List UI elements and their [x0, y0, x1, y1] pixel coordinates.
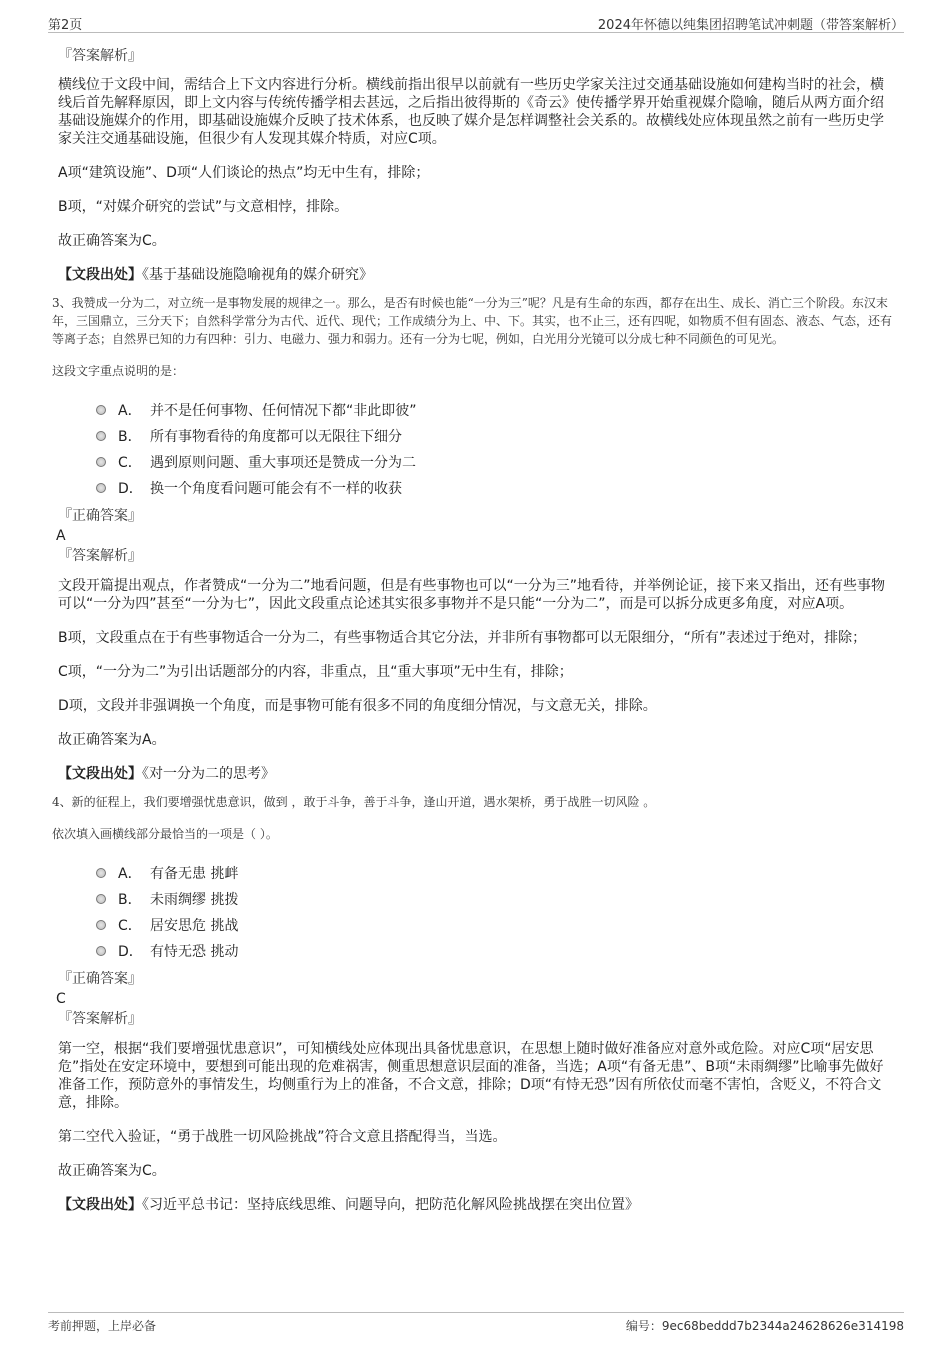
analysis-label: 『答案解析』: [58, 48, 142, 64]
option-letter: C．: [118, 455, 142, 471]
page-footer: [48, 1312, 904, 1333]
option-letter: C．: [118, 918, 142, 934]
option-letter: B．: [118, 429, 142, 445]
option-text: 遇到原则问题、重大事项还是赞成一分为二: [150, 455, 416, 471]
document-title: 2024年怀德以纯集团招聘笔试冲刺题（带答案解析）: [597, 18, 904, 33]
analysis-paragraph: D项，文段并非强调换一个角度，而是事物可能有很多不同的角度细分情况，与文意无关，排除。: [58, 698, 657, 714]
correct-answer-label: 『正确答案』: [58, 971, 142, 987]
source-citation: [58, 1196, 896, 1214]
option-text: 居安思危 挑战: [150, 918, 239, 934]
option-text: 所有事物看待的角度都可以无限往下细分: [150, 429, 402, 445]
option-d[interactable]: [96, 475, 896, 501]
document-id: [626, 1317, 904, 1334]
source-text: 《基于基础设施隐喻视角的媒介研究》: [142, 267, 373, 283]
analysis-paragraph: 文段开篇提出观点，作者赞成“一分为二”地看问题，但是有些事物也可以“一分为三”地看待，并举例论证，接下来又指出，还有些事物可以“一分为四”甚至“一分为七”，因此文段重点论述其实很多事物并不是只能“一分为二”，而是可以拆分成更多角度，对应A项。: [58, 578, 886, 612]
analysis-paragraph: A项“建筑设施”、D项“人们谈论的热点”均无中生有，排除；: [58, 165, 430, 181]
option-letter: D．: [118, 944, 143, 960]
option-b[interactable]: [96, 886, 896, 912]
analysis-paragraph: 第二空代入验证，“勇于战胜一切风险挑战”符合文意且搭配得当，当选。: [58, 1129, 507, 1145]
analysis-label: 『答案解析』: [58, 1011, 142, 1027]
document-id-label: 编号：: [625, 1319, 662, 1333]
analysis-paragraph: B项，文段重点在于有些事物适合一分为二，有些事物适合其它分法，并非所有事物都可以无限细分，“所有”表述过于绝对，排除；: [58, 630, 867, 646]
correct-answer-label: 『正确答案』: [58, 508, 142, 524]
question-3-prompt: 这段文字重点说明的是：: [52, 364, 185, 378]
radio-icon[interactable]: [96, 894, 106, 904]
analysis-paragraph: 故正确答案为C。: [58, 233, 166, 249]
radio-icon[interactable]: [96, 431, 106, 441]
correct-answer: A: [56, 528, 66, 544]
option-letter: A．: [118, 403, 142, 419]
analysis-paragraph: 第一空，根据“我们要增强忧患意识”，可知横线处应体现出具备忧患意识，在思想上随时做好准备应对意外或危险。对应C项“居安思危”指处在安定环境中，要想到可能出现的危难祸害，侧重思想意识层面的准备，当选；A项“有备无患”、B项“未雨绸缪”比喻事先做好准备工作，预防意外的事情发生，均侧重行为上的准备，不合文意，排除；D项“有恃无恐”因有所依仗而毫不害怕，含贬义，不符合文意，排除。: [58, 1041, 884, 1111]
radio-icon[interactable]: [96, 868, 106, 878]
question-4-options: [96, 860, 896, 964]
source-citation: [58, 266, 896, 284]
source-label: 【文段出处】: [58, 766, 142, 782]
option-c[interactable]: [96, 449, 896, 475]
analysis-paragraph: 故正确答案为C。: [58, 1163, 166, 1179]
source-label: 【文段出处】: [58, 1197, 142, 1213]
option-text: 有恃无恐 挑动: [150, 944, 239, 960]
source-text: 《习近平总书记：坚持底线思维、问题导向，把防范化解风险挑战摆在突出位置》: [142, 1197, 639, 1213]
option-text: 有备无患 挑衅: [150, 866, 239, 882]
source-citation: [58, 765, 896, 783]
question-4-prompt: 依次填入画横线部分最恰当的一项是（ ）。: [52, 827, 278, 841]
option-b[interactable]: [96, 423, 896, 449]
question-4-text: 4、新的征程上，我们要增强忧患意识，做到 ，敢于斗争，善于斗争，逢山开道，遇水架桥，勇于战胜一切风险 。: [52, 795, 656, 809]
source-label: 【文段出处】: [58, 267, 142, 283]
question-3-text: 3、我赞成一分为二，对立统一是事物发展的规律之一。那么，是否有时候也能“一分为三”呢？凡是有生命的东西，都存在出生、成长、消亡三个阶段。东汉末年，三国鼎立，三分天下；自然科学常分为古代、近代、现代；工作成绩分为上、中、下。其实，也不止三，还有四呢，如物质不但有固态、液态、气态，还有等离子态；自然界已知的力有四种：引力、电磁力、强力和弱力。还有一分为七呢，例如，白光用分光镜可以分成七种不同颜色的可见光。: [52, 296, 893, 346]
option-letter: B．: [118, 892, 142, 908]
page-content: [52, 40, 896, 1224]
question-3-options: [96, 397, 896, 501]
radio-icon[interactable]: [96, 946, 106, 956]
radio-icon[interactable]: [96, 483, 106, 493]
radio-icon[interactable]: [96, 405, 106, 415]
page-number: 第2页: [48, 18, 83, 33]
page-header: [48, 12, 904, 33]
analysis-paragraph: 故正确答案为A。: [58, 732, 166, 748]
option-d[interactable]: [96, 938, 896, 964]
analysis-paragraph: 横线位于文段中间，需结合上下文内容进行分析。横线前指出很早以前就有一些历史学家关注过交通基础设施如何建构当时的社会，横线后首先解释原因，即上文内容与传统传播学相去甚远，之后指出彼得斯的《奇云》使传播学界开始重视媒介隐喻，随后从两方面介绍基础设施媒介的作用，即基础设施媒介反映了技术体系，也反映了媒介是怎样调整社会关系的。故横线处应体现虽然之前有一些历史学家关注交通基础设施，但很少有人发现其媒介特质，对应C项。: [58, 77, 884, 147]
option-a[interactable]: [96, 397, 896, 423]
option-c[interactable]: [96, 912, 896, 938]
source-text: 《对一分为二的思考》: [142, 766, 275, 782]
analysis-paragraph: B项，“对媒介研究的尝试”与文意相悖，排除。: [58, 199, 349, 215]
analysis-paragraph: C项，“一分为二”为引出话题部分的内容，非重点，且“重大事项”无中生有，排除；: [58, 664, 573, 680]
option-text: 未雨绸缪 挑拨: [150, 892, 239, 908]
document-id-value: 9ec68beddd7b2344a24628626e314198: [661, 1319, 904, 1333]
option-text: 并不是任何事物、任何情况下都“非此即彼”: [150, 403, 417, 419]
option-letter: A．: [118, 866, 142, 882]
radio-icon[interactable]: [96, 457, 106, 467]
radio-icon[interactable]: [96, 920, 106, 930]
option-a[interactable]: [96, 860, 896, 886]
correct-answer: C: [56, 991, 66, 1007]
analysis-label: 『答案解析』: [58, 548, 142, 564]
option-text: 换一个角度看问题可能会有不一样的收获: [150, 481, 402, 497]
footer-slogan: 考前押题，上岸必备: [48, 1319, 157, 1333]
option-letter: D．: [118, 481, 143, 497]
